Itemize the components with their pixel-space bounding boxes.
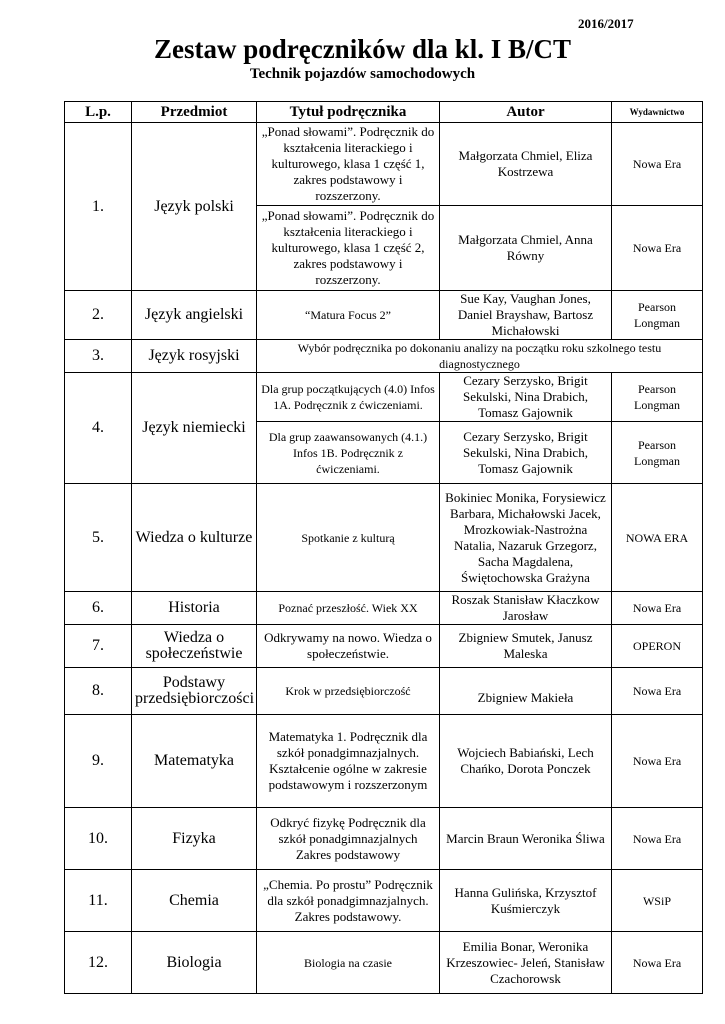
author-cell: Emilia Bonar, Weronika Krzeszowiec- Jeleń, Stanisław Czachorowsk — [440, 932, 612, 994]
row-number: 4. — [65, 373, 132, 484]
textbook-table — [64, 101, 703, 994]
table-row — [65, 592, 703, 625]
table-row — [65, 123, 703, 206]
author-cell: Marcin Braun Weronika Śliwa — [440, 808, 612, 870]
column-header-publisher: Wydawnictwo — [612, 102, 703, 123]
row-number: 11. — [65, 870, 132, 932]
school-year: 2016/2017 — [578, 16, 634, 31]
table-row — [65, 484, 703, 592]
publisher-cell: Nowa Era — [612, 715, 703, 808]
table-header-row — [65, 102, 703, 123]
row-number: 9. — [65, 715, 132, 808]
publisher-cell: Pearson Longman — [612, 373, 703, 422]
publisher-cell: Nowa Era — [612, 206, 703, 291]
column-header-subject: Przedmiot — [132, 102, 257, 123]
subject-cell: Język polski — [132, 123, 257, 291]
table-row — [65, 932, 703, 994]
author-cell: Małgorzata Chmiel, Eliza Kostrzewa — [440, 123, 612, 206]
author-cell: Wojciech Babiański, Lech Chańko, Dorota Ponczek — [440, 715, 612, 808]
publisher-cell: WSiP — [612, 870, 703, 932]
book-cell: Dla grup zaawansowanych (4.1.) Infos 1B. Podręcznik z ćwiczeniami. — [257, 422, 440, 484]
subject-cell: Historia — [132, 592, 257, 625]
column-header-book: Tytuł podręcznika — [257, 102, 440, 123]
publisher-cell: Pearson Longman — [612, 422, 703, 484]
publisher-cell: Nowa Era — [612, 592, 703, 625]
subject-cell: Język niemiecki — [132, 373, 257, 484]
publisher-cell: Nowa Era — [612, 123, 703, 206]
table-row — [65, 870, 703, 932]
document-title: Zestaw podręczników dla kl. I B/CT — [153, 34, 572, 64]
author-cell: Cezary Serzysko, Brigit Sekulski, Nina Drabich, Tomasz Gajownik — [440, 422, 612, 484]
publisher-cell: NOWA ERA — [612, 484, 703, 592]
author-cell: Zbigniew Smutek, Janusz Maleska — [440, 625, 612, 668]
book-cell: Biologia na czasie — [257, 932, 440, 994]
publisher-cell: Nowa Era — [612, 808, 703, 870]
selection-note-cell: Wybór podręcznika po dokonaniu analizy na początku roku szkolnego testu diagnostycznego — [257, 340, 703, 373]
subject-cell: Język rosyjski — [132, 340, 257, 373]
row-number: 5. — [65, 484, 132, 592]
table-row — [65, 668, 703, 715]
table-row — [65, 340, 703, 373]
row-number: 6. — [65, 592, 132, 625]
subject-cell: Matematyka — [132, 715, 257, 808]
row-number: 12. — [65, 932, 132, 994]
table-row — [65, 625, 703, 668]
subject-cell: Chemia — [132, 870, 257, 932]
publisher-cell: Nowa Era — [612, 668, 703, 715]
publisher-cell: Nowa Era — [612, 932, 703, 994]
row-number: 2. — [65, 291, 132, 340]
book-cell: Spotkanie z kulturą — [257, 484, 440, 592]
author-cell: Bokiniec Monika, Forysiewicz Barbara, Michałowski Jacek, Mrozkowiak-Nastrożna Natalia, Nazaruk Grzegorz, Sacha Magdalena, Świętochowska Grażyna — [440, 484, 612, 592]
book-cell: Odkrywamy na nowo. Wiedza o społeczeństwie. — [257, 625, 440, 668]
column-header-author: Autor — [440, 102, 612, 123]
table-row — [65, 715, 703, 808]
row-number: 3. — [65, 340, 132, 373]
subject-cell: Fizyka — [132, 808, 257, 870]
author-cell: Zbigniew Makieła — [440, 668, 612, 715]
subject-cell: Biologia — [132, 932, 257, 994]
table-row — [65, 373, 703, 422]
book-cell: Dla grup początkujących (4.0) Infos 1A. Podręcznik z ćwiczeniami. — [257, 373, 440, 422]
row-number: 1. — [65, 123, 132, 291]
book-cell: „Ponad słowami”. Podręcznik do kształcenia literackiego i kulturowego, klasa 1 część 2, zakres podstawowy i rozszerzony. — [257, 206, 440, 291]
subject-cell: Podstawy przedsiębiorczości — [132, 668, 257, 715]
author-cell: Cezary Serzysko, Brigit Sekulski, Nina Drabich, Tomasz Gajownik — [440, 373, 612, 422]
book-cell: “Matura Focus 2” — [257, 291, 440, 340]
author-cell: Roszak Stanisław Kłaczkow Jarosław — [440, 592, 612, 625]
table-row — [65, 291, 703, 340]
author-cell: Małgorzata Chmiel, Anna Równy — [440, 206, 612, 291]
subject-cell: Wiedza o kulturze — [132, 484, 257, 592]
book-cell: Odkryć fizykę Podręcznik dla szkół ponadgimnazjalnych Zakres podstawowy — [257, 808, 440, 870]
column-header-lp: L.p. — [65, 102, 132, 123]
row-number: 7. — [65, 625, 132, 668]
table-row — [65, 808, 703, 870]
author-cell: Sue Kay, Vaughan Jones, Daniel Brayshaw, Bartosz Michałowski — [440, 291, 612, 340]
subject-cell: Wiedza o społeczeństwie — [132, 625, 257, 668]
author-cell: Hanna Gulińska, Krzysztof Kuśmierczyk — [440, 870, 612, 932]
book-cell: Matematyka 1. Podręcznik dla szkół ponadgimnazjalnych. Kształcenie ogólne w zakresie podstawowym i rozszerzonym — [257, 715, 440, 808]
book-cell: Krok w przedsiębiorczość — [257, 668, 440, 715]
subject-cell: Język angielski — [132, 291, 257, 340]
row-number: 8. — [65, 668, 132, 715]
row-number: 10. — [65, 808, 132, 870]
publisher-cell: Pearson Longman — [612, 291, 703, 340]
book-cell: Poznać przeszłość. Wiek XX — [257, 592, 440, 625]
publisher-cell: OPERON — [612, 625, 703, 668]
book-cell: „Chemia. Po prostu” Podręcznik dla szkół ponadgimnazjalnych. Zakres podstawowy. — [257, 870, 440, 932]
book-cell: „Ponad słowami”. Podręcznik do kształcenia literackiego i kulturowego, klasa 1 część 1, zakres podstawowy i rozszerzony. — [257, 123, 440, 206]
document-subtitle: Technik pojazdów samochodowych — [249, 66, 476, 82]
